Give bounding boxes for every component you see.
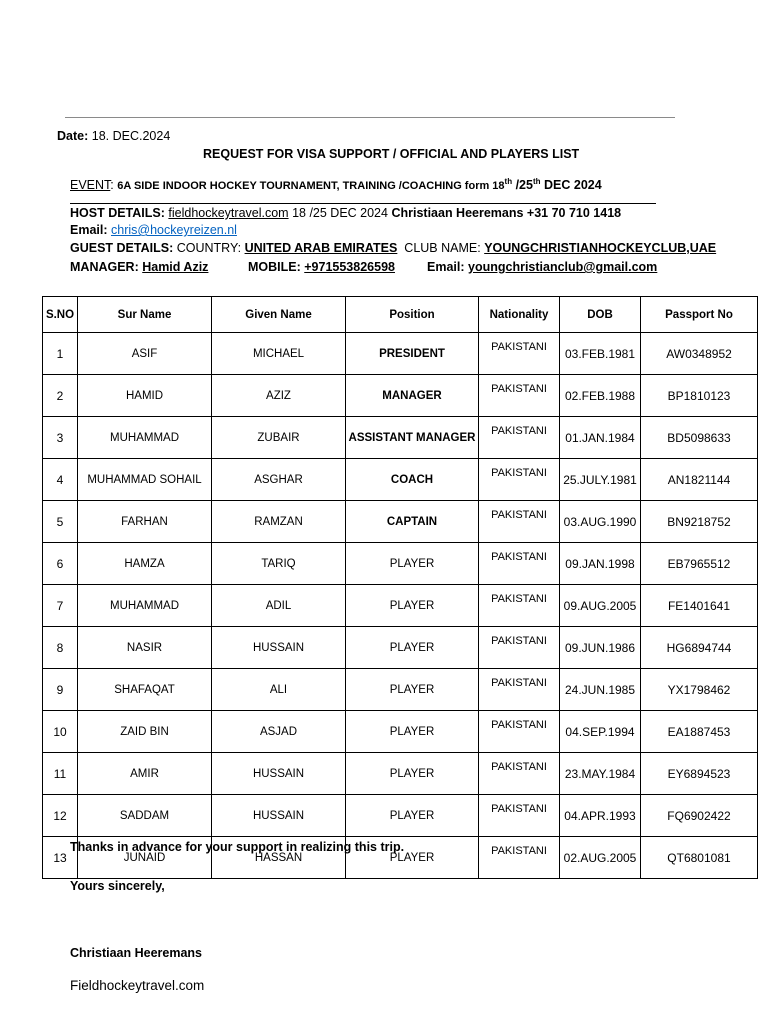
col-header-sno: S.NO	[43, 297, 78, 333]
cell-passport: FQ6902422	[641, 795, 758, 837]
cell-nationality: PAKISTANI	[479, 543, 560, 585]
event-sup-a: th	[504, 177, 513, 186]
cell-nationality: PAKISTANI	[479, 711, 560, 753]
cell-sno: 12	[43, 795, 78, 837]
event-sup-b: th	[532, 177, 541, 186]
col-header-nationality: Nationality	[479, 297, 560, 333]
cell-dob: 03.AUG.1990	[560, 501, 641, 543]
cell-surname: MUHAMMAD	[78, 585, 212, 627]
cell-passport: FE1401641	[641, 585, 758, 627]
table-row	[43, 501, 758, 543]
document-title: REQUEST FOR VISA SUPPORT / OFFICIAL AND PLAYERS LIST	[203, 147, 580, 161]
regards-text: Yours sincerely,	[70, 879, 165, 893]
col-header-given-name: Given Name	[212, 297, 346, 333]
header-rule	[65, 117, 675, 118]
cell-passport: BP1810123	[641, 375, 758, 417]
event-text-c: DEC 2024	[540, 178, 602, 192]
cell-position: PLAYER	[346, 711, 479, 753]
cell-nationality: PAKISTANI	[479, 669, 560, 711]
cell-surname: HAMZA	[78, 543, 212, 585]
cell-sno: 4	[43, 459, 78, 501]
cell-nationality: PAKISTANI	[479, 333, 560, 375]
date-line	[57, 129, 170, 143]
table-row	[43, 375, 758, 417]
date-value: 18. DEC.2024	[91, 129, 171, 143]
cell-dob: 02.AUG.2005	[560, 837, 641, 879]
table-row	[43, 459, 758, 501]
manager-label: MANAGER:	[70, 260, 143, 274]
cell-dob: 04.SEP.1994	[560, 711, 641, 753]
cell-given-name: TARIQ	[212, 543, 346, 585]
cell-sno: 13	[43, 837, 78, 879]
cell-given-name: RAMZAN	[212, 501, 346, 543]
cell-surname: MUHAMMAD SOHAIL	[78, 459, 212, 501]
table-row	[43, 795, 758, 837]
table-row	[43, 333, 758, 375]
host-line	[70, 206, 621, 220]
cell-dob: 25.JULY.1981	[560, 459, 641, 501]
cell-sno: 1	[43, 333, 78, 375]
cell-surname: ASIF	[78, 333, 212, 375]
manager-email-block	[427, 260, 657, 274]
host-site[interactable]: fieldhockeytravel.com	[168, 206, 289, 220]
event-colon: :	[110, 178, 114, 192]
table-row	[43, 543, 758, 585]
table-row	[43, 669, 758, 711]
host-dates: 18 /25 DEC 2024	[288, 206, 392, 220]
col-header-passport: Passport No	[641, 297, 758, 333]
event-text-b: /25	[512, 178, 533, 192]
guest-line	[70, 241, 716, 255]
cell-dob: 09.JUN.1986	[560, 627, 641, 669]
cell-surname: SADDAM	[78, 795, 212, 837]
email-line	[70, 223, 237, 237]
cell-surname: MUHAMMAD	[78, 417, 212, 459]
cell-passport: EY6894523	[641, 753, 758, 795]
mobile-label: MOBILE:	[248, 260, 305, 274]
cell-nationality: PAKISTANI	[479, 585, 560, 627]
cell-nationality: PAKISTANI	[479, 837, 560, 879]
col-header-position: Position	[346, 297, 479, 333]
guest-club: YOUNGCHRISTIANHOCKEYCLUB,UAE	[484, 241, 717, 255]
cell-position: PRESIDENT	[346, 333, 479, 375]
manager-name: Hamid Aziz	[142, 260, 209, 274]
cell-sno: 5	[43, 501, 78, 543]
cell-nationality: PAKISTANI	[479, 753, 560, 795]
cell-dob: 24.JUN.1985	[560, 669, 641, 711]
cell-surname: ZAID BIN	[78, 711, 212, 753]
guest-country-label: COUNTRY:	[173, 241, 245, 255]
guest-label: GUEST DETAILS:	[70, 241, 174, 255]
cell-sno: 3	[43, 417, 78, 459]
table-row	[43, 417, 758, 459]
event-label: EVENT	[70, 178, 111, 192]
cell-position: PLAYER	[346, 627, 479, 669]
players-table	[42, 296, 758, 879]
event-line	[70, 178, 602, 192]
cell-given-name: HUSSAIN	[212, 795, 346, 837]
cell-surname: FARHAN	[78, 501, 212, 543]
cell-position: MANAGER	[346, 375, 479, 417]
event-rule	[70, 203, 656, 204]
cell-surname: AMIR	[78, 753, 212, 795]
cell-sno: 6	[43, 543, 78, 585]
host-label: HOST DETAILS:	[70, 206, 165, 220]
cell-nationality: PAKISTANI	[479, 795, 560, 837]
cell-surname: SHAFAQAT	[78, 669, 212, 711]
mobile-value: +971553826598	[304, 260, 395, 274]
cell-nationality: PAKISTANI	[479, 501, 560, 543]
cell-sno: 11	[43, 753, 78, 795]
date-label: Date:	[57, 129, 89, 143]
cell-dob: 02.FEB.1988	[560, 375, 641, 417]
event-text-a: 6A SIDE INDOOR HOCKEY TOURNAMENT, TRAINING /COACHING form 18	[117, 180, 505, 192]
cell-passport: QT6801081	[641, 837, 758, 879]
cell-given-name: ASGHAR	[212, 459, 346, 501]
table-body	[43, 333, 758, 879]
cell-given-name: ADIL	[212, 585, 346, 627]
cell-given-name: HUSSAIN	[212, 753, 346, 795]
cell-position: CAPTAIN	[346, 501, 479, 543]
cell-nationality: PAKISTANI	[479, 459, 560, 501]
cell-dob: 01.JAN.1984	[560, 417, 641, 459]
table-row	[43, 585, 758, 627]
signature-site: Fieldhockeytravel.com	[70, 978, 205, 993]
cell-given-name: HASSAN	[212, 837, 346, 879]
cell-position: PLAYER	[346, 795, 479, 837]
cell-given-name: ALI	[212, 669, 346, 711]
cell-position: ASSISTANT MANAGER	[346, 417, 479, 459]
cell-sno: 10	[43, 711, 78, 753]
cell-passport: YX1798462	[641, 669, 758, 711]
cell-dob: 03.FEB.1981	[560, 333, 641, 375]
cell-sno: 8	[43, 627, 78, 669]
cell-dob: 23.MAY.1984	[560, 753, 641, 795]
manager-email-label: Email:	[427, 260, 468, 274]
cell-given-name: ZUBAIR	[212, 417, 346, 459]
signature-name: Christiaan Heeremans	[70, 946, 203, 960]
cell-position: PLAYER	[346, 753, 479, 795]
email-link[interactable]: chris@hockeyreizen.nl	[111, 223, 237, 237]
table-row	[43, 753, 758, 795]
guest-club-label: CLUB NAME:	[404, 241, 485, 255]
cell-dob: 09.JAN.1998	[560, 543, 641, 585]
cell-sno: 2	[43, 375, 78, 417]
mobile-block	[248, 260, 395, 274]
cell-given-name: HUSSAIN	[212, 627, 346, 669]
cell-nationality: PAKISTANI	[479, 417, 560, 459]
cell-position: PLAYER	[346, 543, 479, 585]
cell-given-name: MICHAEL	[212, 333, 346, 375]
manager-email[interactable]: youngchristianclub@gmail.com	[468, 260, 658, 274]
cell-sno: 9	[43, 669, 78, 711]
table-row	[43, 711, 758, 753]
cell-passport: EA1887453	[641, 711, 758, 753]
manager-line	[70, 260, 208, 274]
cell-passport: BD5098633	[641, 417, 758, 459]
cell-dob: 09.AUG.2005	[560, 585, 641, 627]
cell-nationality: PAKISTANI	[479, 627, 560, 669]
cell-surname: HAMID	[78, 375, 212, 417]
cell-given-name: ASJAD	[212, 711, 346, 753]
cell-position: COACH	[346, 459, 479, 501]
cell-passport: EB7965512	[641, 543, 758, 585]
cell-surname: NASIR	[78, 627, 212, 669]
cell-position: PLAYER	[346, 585, 479, 627]
table-header-row	[43, 297, 758, 333]
col-header-dob: DOB	[560, 297, 641, 333]
cell-dob: 04.APR.1993	[560, 795, 641, 837]
cell-passport: AW0348952	[641, 333, 758, 375]
cell-sno: 7	[43, 585, 78, 627]
cell-position: PLAYER	[346, 669, 479, 711]
guest-country: UNITED ARAB EMIRATES	[244, 241, 398, 255]
email-label: Email:	[70, 223, 108, 237]
thanks-text: Thanks in advance for your support in realizing this trip.	[70, 840, 405, 854]
cell-given-name: AZIZ	[212, 375, 346, 417]
table-row	[43, 627, 758, 669]
cell-passport: HG6894744	[641, 627, 758, 669]
cell-passport: AN1821144	[641, 459, 758, 501]
cell-position: PLAYER	[346, 837, 479, 879]
host-contact: Christiaan Heeremans +31 70 710 1418	[391, 206, 622, 220]
cell-passport: BN9218752	[641, 501, 758, 543]
cell-surname: JUNAID	[78, 837, 212, 879]
col-header-surname: Sur Name	[78, 297, 212, 333]
cell-nationality: PAKISTANI	[479, 375, 560, 417]
